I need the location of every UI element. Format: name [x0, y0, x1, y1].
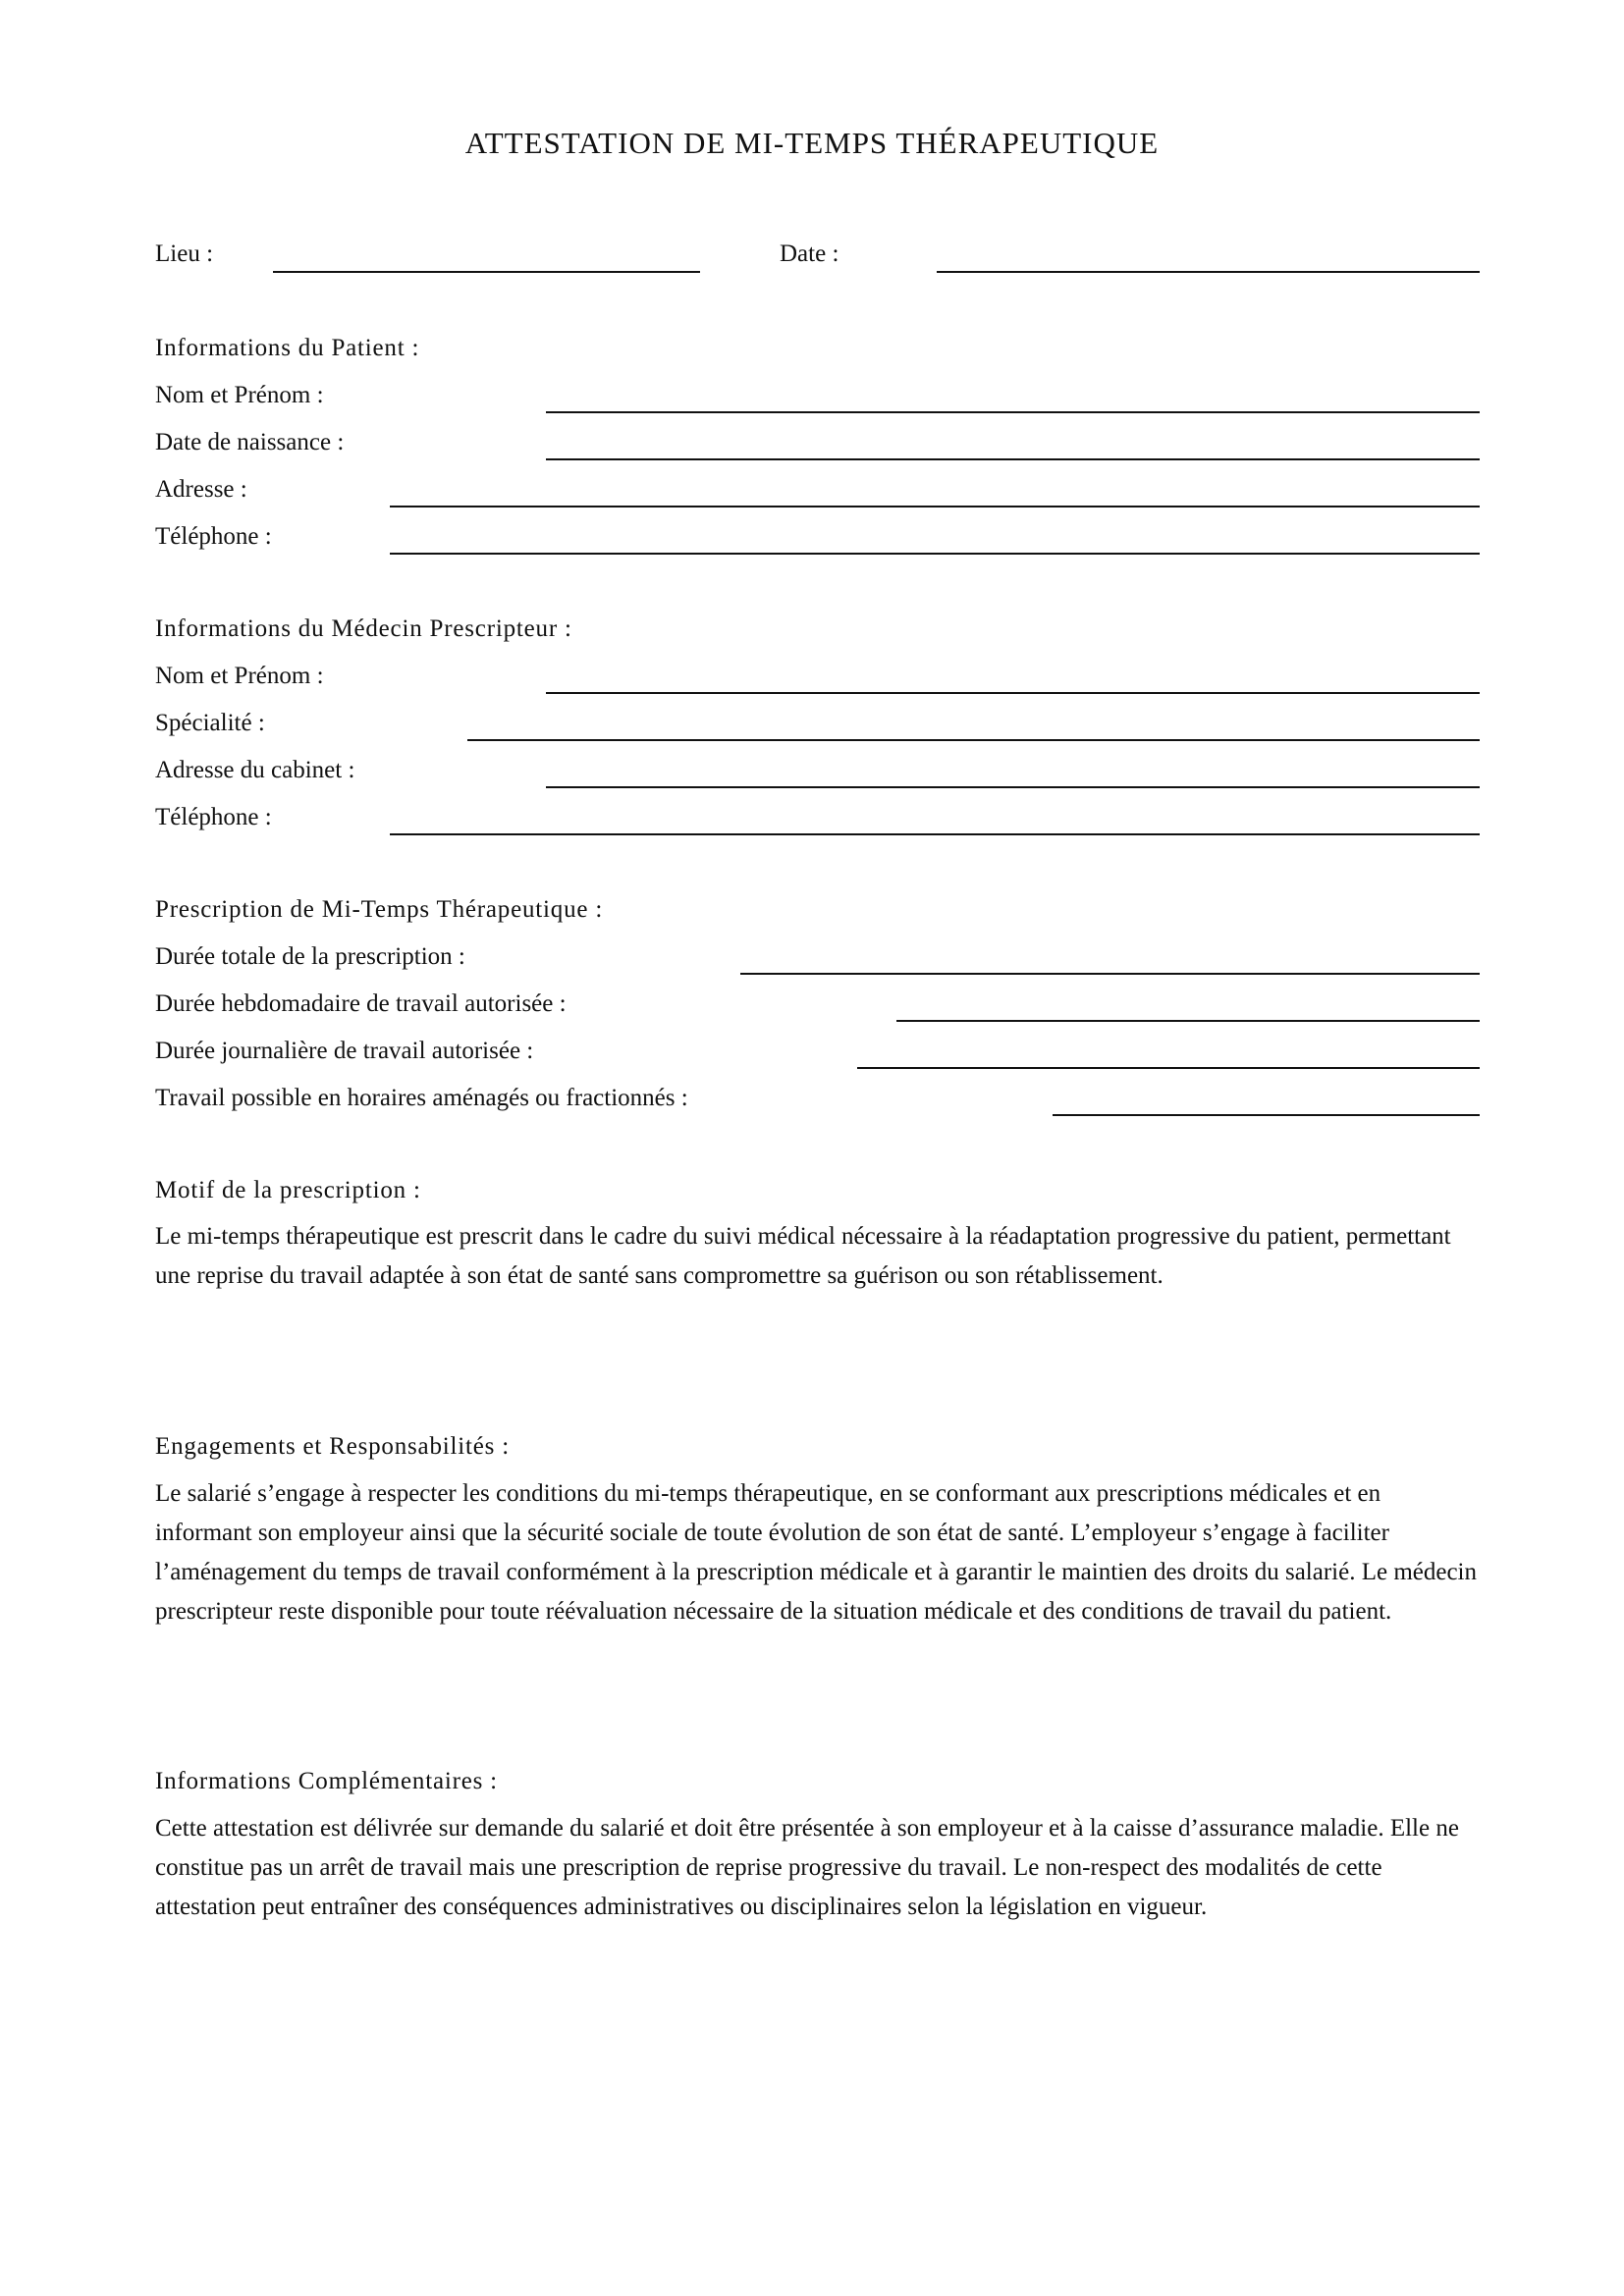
doctor-section-heading: Informations du Médecin Prescripteur : [155, 615, 572, 642]
prescription-section-heading: Prescription de Mi-Temps Thérapeutique : [155, 896, 604, 923]
weekly-duration-field[interactable] [896, 1020, 1480, 1022]
patient-birthdate-label: Date de naissance : [155, 429, 345, 455]
patient-birthdate-field[interactable] [546, 458, 1480, 460]
doctor-phone-label: Téléphone : [155, 804, 272, 830]
date-field[interactable] [937, 271, 1480, 273]
complementary-section-heading: Informations Complémentaires : [155, 1768, 498, 1794]
patient-name-label: Nom et Prénom : [155, 382, 324, 408]
adapted-hours-field[interactable] [1053, 1114, 1480, 1116]
lieu-label: Lieu : [155, 240, 214, 267]
total-duration-label: Durée totale de la prescription : [155, 943, 465, 970]
engagements-paragraph: Le salarié s’engage à respecter les conditions du mi-temps thérapeutique, en se conformant aux prescriptions médicales et en informant son employeur ainsi que la sécurité sociale de toute évolution de son état de santé. L’employeur s’engage à faciliter l’aménagement du temps de travail conformément à la prescription médicale et à garantir le maintien des droits du salarié. Le médecin prescripteur reste disponible pour toute réévaluation nécessaire de la situation médicale et des conditions de travail du patient. [155, 1480, 1477, 1625]
daily-duration-label: Durée journalière de travail autorisée : [155, 1038, 534, 1064]
doctor-name-field[interactable] [546, 692, 1480, 694]
patient-address-field[interactable] [390, 506, 1480, 507]
doctor-office-address-label: Adresse du cabinet : [155, 757, 355, 783]
patient-phone-field[interactable] [390, 553, 1480, 555]
complementary-paragraph: Cette attestation est délivrée sur demande du salarié et doit être présentée à son employeur et à la caisse d’assurance maladie. Elle ne constitue pas un arrêt de travail mais une prescription de reprise progressive du travail. Le non-respect des modalités de cette attestation peut entraîner des conséquences administratives ou disciplinaires selon la législation en vigueur. [155, 1815, 1459, 1920]
patient-address-label: Adresse : [155, 476, 247, 503]
weekly-duration-label: Durée hebdomadaire de travail autorisée : [155, 990, 567, 1017]
motif-section-heading: Motif de la prescription : [155, 1177, 421, 1203]
daily-duration-field[interactable] [857, 1067, 1480, 1069]
lieu-field[interactable] [273, 271, 700, 273]
total-duration-field[interactable] [740, 973, 1480, 975]
doctor-name-label: Nom et Prénom : [155, 663, 324, 689]
patient-section-heading: Informations du Patient : [155, 335, 420, 361]
doctor-phone-field[interactable] [390, 833, 1480, 835]
patient-phone-label: Téléphone : [155, 523, 272, 550]
doctor-specialty-label: Spécialité : [155, 710, 265, 736]
adapted-hours-label: Travail possible en horaires aménagés ou fractionnés : [155, 1085, 688, 1111]
doctor-specialty-field[interactable] [467, 739, 1480, 741]
motif-paragraph: Le mi-temps thérapeutique est prescrit dans le cadre du suivi médical nécessaire à la réadaptation progressive du patient, permettant une reprise du travail adaptée à son état de santé sans compromettre sa guérison ou son rétablissement. [155, 1223, 1451, 1289]
doctor-office-address-field[interactable] [546, 786, 1480, 788]
patient-name-field[interactable] [546, 411, 1480, 413]
engagements-section-heading: Engagements et Responsabilités : [155, 1433, 510, 1460]
document-title: ATTESTATION DE MI-TEMPS THÉRAPEUTIQUE [464, 126, 1160, 160]
date-label: Date : [780, 240, 839, 267]
